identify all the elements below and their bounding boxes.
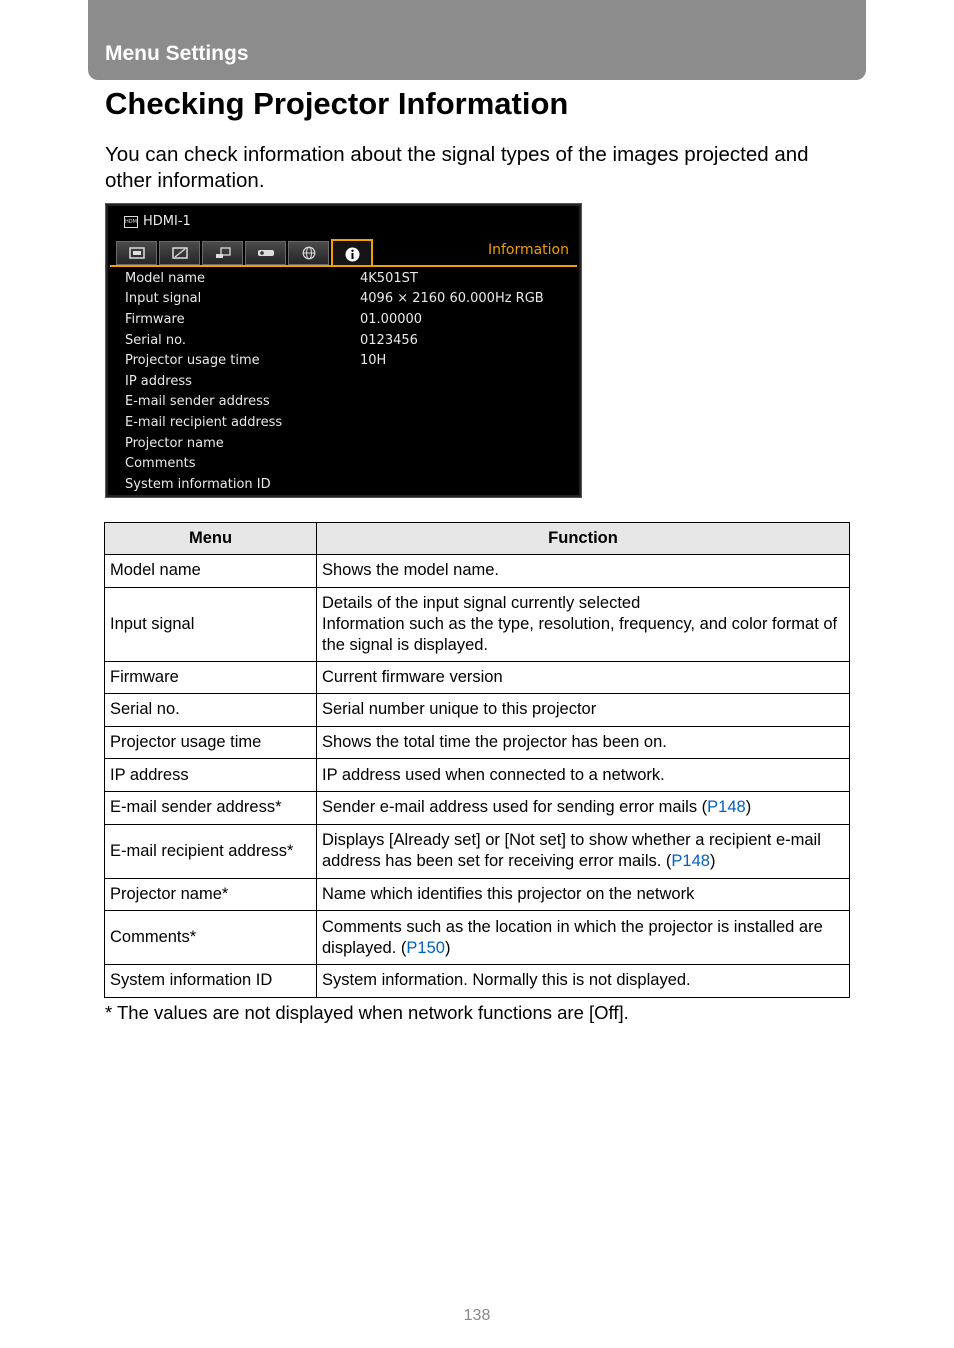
table-row: [105, 661, 850, 694]
menu-cell: Firmware: [105, 661, 317, 694]
function-text: System information. Normally this is not displayed.: [322, 971, 691, 990]
function-cell: [317, 661, 850, 694]
function-text: Displays [Already set] or [Not set] to show whether a recipient e-mail address has been set for receiving error mails. (: [322, 831, 821, 871]
page-reference-link[interactable]: P148: [707, 798, 746, 817]
osd-row-label: Serial no.: [125, 332, 187, 348]
info-icon: [331, 239, 373, 267]
menu-cell: Input signal: [105, 587, 317, 661]
function-text: Shows the total time the projector has been on.: [322, 733, 667, 752]
function-cell: [317, 555, 850, 588]
osd-row-label: Projector usage time: [125, 353, 260, 369]
osd-source-label: HDMI-1: [143, 214, 191, 229]
intro-paragraph: You can check information about the signal types of the images projected and other information.: [105, 143, 809, 192]
menu-cell: IP address: [105, 759, 317, 792]
function-cell: [317, 824, 850, 878]
osd-section-title: Information: [487, 242, 569, 258]
menu-cell: System information ID: [105, 965, 317, 998]
osd-row: [125, 433, 571, 454]
osd-row: [125, 289, 571, 310]
network-globe-icon: [288, 241, 329, 265]
table-row: [105, 587, 850, 661]
function-cell: [317, 878, 850, 911]
function-text: Details of the input signal currently selected: [322, 593, 641, 612]
osd-source: [124, 214, 191, 229]
page-reference-link[interactable]: P148: [671, 852, 710, 871]
hdmi-icon: HDMI: [124, 216, 138, 228]
projector-icon: [245, 241, 286, 265]
function-text: Comments such as the location in which the projector is installed are displayed. (: [322, 917, 823, 957]
function-cell: [317, 791, 850, 824]
menu-cell: Comments*: [105, 911, 317, 965]
table-row: [105, 555, 850, 588]
function-cell: [317, 759, 850, 792]
table-row: [105, 878, 850, 911]
table-header-row: [105, 523, 850, 555]
section-label: Menu Settings: [105, 42, 249, 65]
menu-cell: Projector usage time: [105, 726, 317, 759]
osd-row-value: 4096 × 2160 60.000Hz RGB: [360, 291, 544, 307]
table-row: [105, 759, 850, 792]
function-cell: [317, 694, 850, 727]
osd-row-value: 4K501ST: [360, 270, 418, 286]
menu-cell: Model name: [105, 555, 317, 588]
header-band: [88, 0, 866, 80]
screen-icon: [116, 241, 157, 265]
function-text: Name which identifies this projector on the network: [322, 884, 695, 903]
osd-row: [125, 453, 571, 474]
osd-info-list: [125, 268, 571, 495]
function-text: Shows the model name.: [322, 561, 500, 580]
table-row: [105, 791, 850, 824]
page-reference-link[interactable]: P150: [406, 938, 445, 957]
function-cell: [317, 965, 850, 998]
table-row: [105, 911, 850, 965]
osd-row: [125, 412, 571, 433]
function-text: ): [709, 852, 716, 871]
function-text: Serial number unique to this projector: [322, 700, 597, 719]
osd-tabs: [116, 239, 375, 266]
function-cell: [317, 587, 850, 661]
function-text: Sender e-mail address used for sending error mails (: [322, 798, 708, 817]
osd-row: [125, 268, 571, 289]
osd-screenshot: [105, 203, 582, 498]
osd-row-value: 01.00000: [360, 311, 423, 327]
image-adjust-icon: [159, 241, 200, 265]
install-icon: [202, 241, 243, 265]
menu-cell: Serial no.: [105, 694, 317, 727]
osd-row: [125, 371, 571, 392]
page-number: 138: [463, 1307, 491, 1324]
function-text: ): [745, 798, 752, 817]
menu-cell: E-mail sender address*: [105, 791, 317, 824]
osd-row: [125, 330, 571, 351]
osd-row-label: Firmware: [125, 311, 185, 327]
table-row: [105, 965, 850, 998]
osd-row-label: Projector name: [125, 435, 224, 451]
footnote: * The values are not displayed when network functions are [Off].: [105, 1002, 629, 1023]
menu-cell: E-mail recipient address*: [105, 824, 317, 878]
function-text: Information such as the type, resolution, frequency, and color format of the signal is displayed.: [322, 614, 838, 654]
osd-row-label: System information ID: [125, 476, 271, 492]
osd-row-label: Comments: [125, 456, 196, 472]
column-header: Menu: [105, 523, 317, 555]
osd-row-label: E-mail sender address: [125, 394, 270, 410]
function-text: Current firmware version: [322, 667, 503, 686]
table-row: [105, 726, 850, 759]
osd-row: [125, 392, 571, 413]
table-row: [105, 824, 850, 878]
function-text: ): [444, 938, 451, 957]
info-table: [104, 522, 850, 998]
osd-row-label: E-mail recipient address: [125, 414, 283, 430]
osd-row: [125, 474, 571, 495]
page-title: Checking Projector Information: [105, 86, 569, 121]
osd-row: [125, 309, 571, 330]
osd-row-label: Model name: [125, 270, 206, 286]
osd-row-label: IP address: [125, 373, 192, 389]
osd-row-value: 0123456: [360, 332, 418, 348]
osd-row-label: Input signal: [125, 291, 202, 307]
function-cell: [317, 911, 850, 965]
table-row: [105, 694, 850, 727]
osd-divider: [110, 265, 577, 267]
osd-row: [125, 350, 571, 371]
function-cell: [317, 726, 850, 759]
column-header: Function: [317, 523, 850, 555]
menu-cell: Projector name*: [105, 878, 317, 911]
function-text: IP address used when connected to a network.: [322, 765, 665, 784]
osd-row-value: 10H: [360, 353, 387, 369]
